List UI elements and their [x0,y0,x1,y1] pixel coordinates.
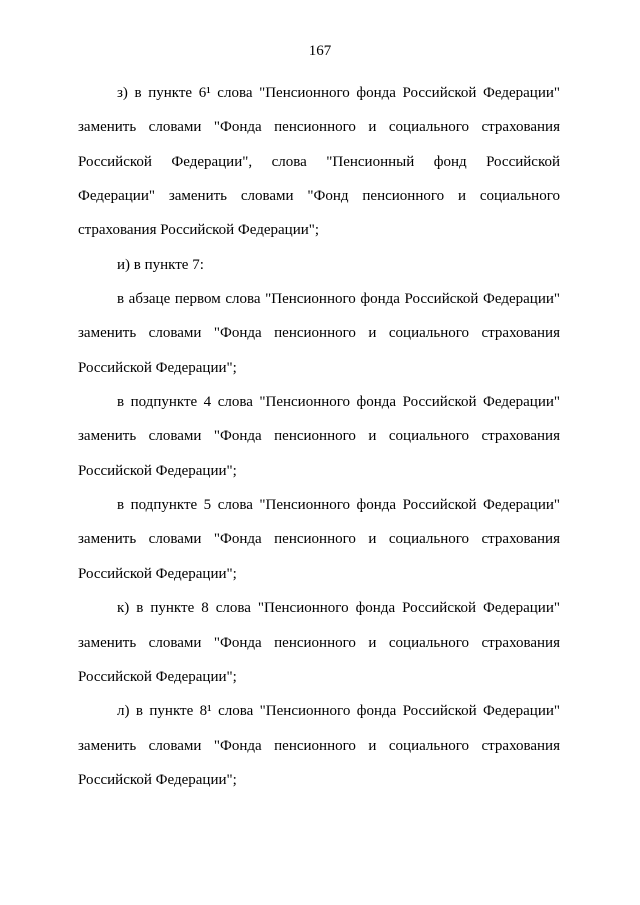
text-line: Российской Федерации"; [78,771,237,788]
text-line: заменить словами "Фонда пенсионного и социального страхования [78,119,560,136]
text-line: Российской Федерации"; [78,668,237,685]
paragraph-i [78,248,560,282]
text-line: Федерации" заменить словами "Фонд пенсионного и социального [78,188,560,205]
text-line: в абзаце первом слова "Пенсионного фонда Российской Федерации" [117,291,560,308]
paragraph-subitem-5 [78,488,560,591]
text-line: Российской Федерации", слова "Пенсионный фонд Российской [78,153,560,170]
text-line: заменить словами "Фонда пенсионного и социального страхования [78,634,560,651]
paragraph-l [78,694,560,797]
text-line: Российской Федерации"; [78,462,237,479]
text-line: Российской Федерации"; [78,565,237,582]
text-line: заменить словами "Фонда пенсионного и социального страхования [78,428,560,445]
text-line: в подпункте 5 слова "Пенсионного фонда Российской Федерации" [117,497,560,514]
text-line: з) в пункте 6¹ слова "Пенсионного фонда Российской Федерации" [117,85,560,101]
paragraph-z [78,76,560,248]
text-line: страхования Российской Федерации"; [78,222,320,239]
page-number: 167 [308,43,332,59]
paragraph-k [78,591,560,694]
text-line: заменить словами "Фонда пенсионного и социального страхования [78,737,560,754]
text-line: л) в пункте 8¹ слова "Пенсионного фонда Российской Федерации" [117,703,560,720]
text-line: к) в пункте 8 слова "Пенсионного фонда Российской Федерации" [117,600,560,617]
text-line: в подпункте 4 слова "Пенсионного фонда Российской Федерации" [117,394,560,411]
paragraph-first-abzac [78,282,560,385]
text-line: заменить словами "Фонда пенсионного и социального страхования [78,531,560,548]
document-body [78,76,560,797]
text-line: и) в пункте 7: [117,256,204,273]
text-line: Российской Федерации"; [78,359,237,376]
paragraph-subitem-4 [78,385,560,488]
text-line: заменить словами "Фонда пенсионного и социального страхования [78,325,560,342]
